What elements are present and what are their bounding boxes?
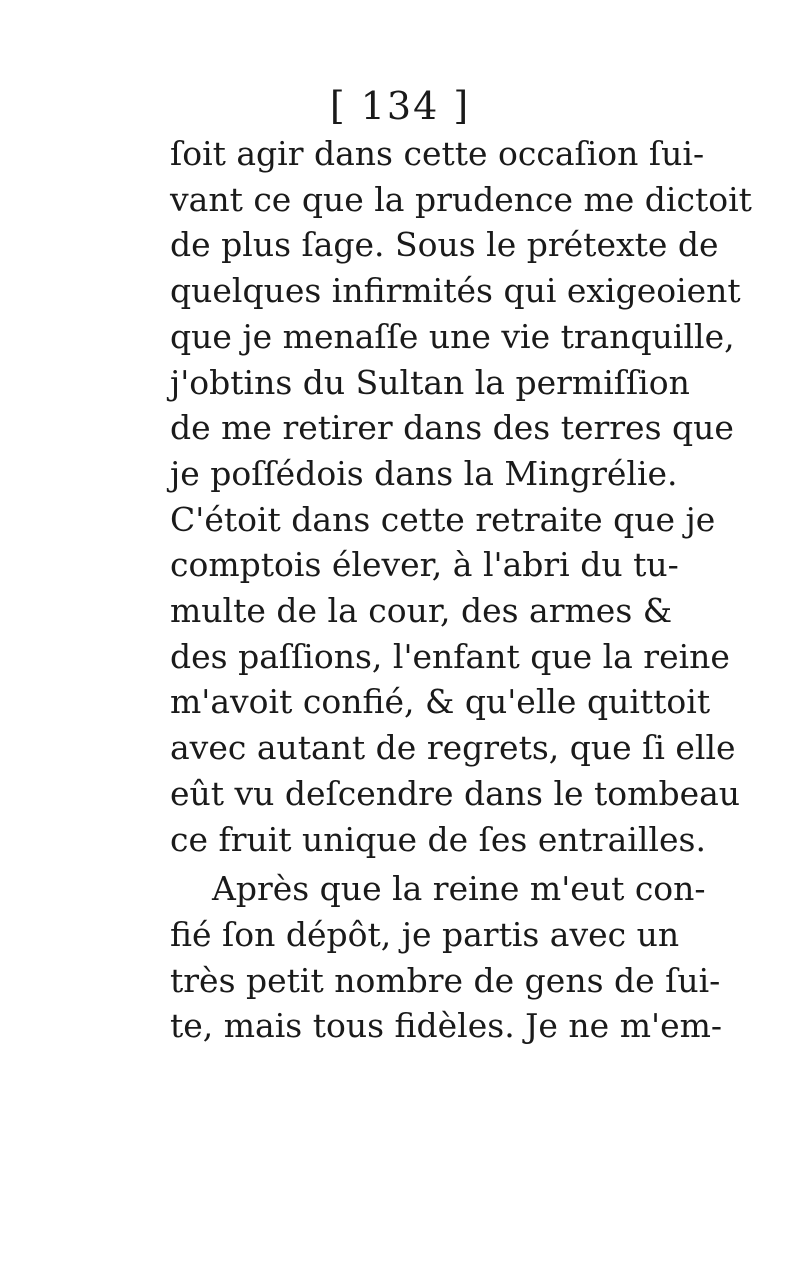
text-line: comptois élever, à l'abri du tu- bbox=[170, 545, 679, 585]
text-line: te, mais tous fidèles. Je ne m'em- bbox=[170, 1006, 723, 1046]
text-line: je poſſédois dans la Mingrélie. bbox=[170, 453, 678, 493]
paragraph-1 bbox=[170, 131, 752, 862]
text-line: ce fruit unique de ſes entrailles. bbox=[170, 819, 706, 859]
text-line: avec autant de regrets, que ſi elle bbox=[170, 728, 736, 768]
text-line: m'avoit confié, & qu'elle quittoit bbox=[170, 682, 711, 722]
text-line: C'étoit dans cette retraite que je bbox=[170, 499, 716, 539]
page-number: [ 134 ] bbox=[329, 84, 471, 128]
text-line: des paſſions, l'enfant que la reine bbox=[170, 636, 730, 676]
text-line: eût vu deſcendre dans le tombeau bbox=[170, 773, 741, 813]
text-line: de me retirer dans des terres que bbox=[170, 408, 734, 448]
text-line: que je menaſſe une vie tranquille, bbox=[170, 316, 735, 356]
text-line: j'obtins du Sultan la permiſſion bbox=[170, 362, 690, 402]
text-line: quelques infirmités qui exigeoient bbox=[170, 271, 741, 311]
text-line: de plus ſage. Sous le prétexte de bbox=[170, 225, 719, 265]
text-line: ſoit agir dans cette occaſion ſui- bbox=[170, 134, 705, 173]
text-line: vant ce que la prudence me dictoit bbox=[170, 179, 752, 219]
text-line: Après que la reine m'eut con- bbox=[212, 869, 706, 909]
text-line: fié ſon dépôt, je partis avec un bbox=[170, 914, 680, 954]
body-text bbox=[170, 131, 752, 1049]
text-line: très petit nombre de gens de ſui- bbox=[170, 960, 721, 1000]
paragraph-2 bbox=[170, 866, 723, 1049]
text-line: multe de la cour, des armes & bbox=[170, 591, 673, 631]
